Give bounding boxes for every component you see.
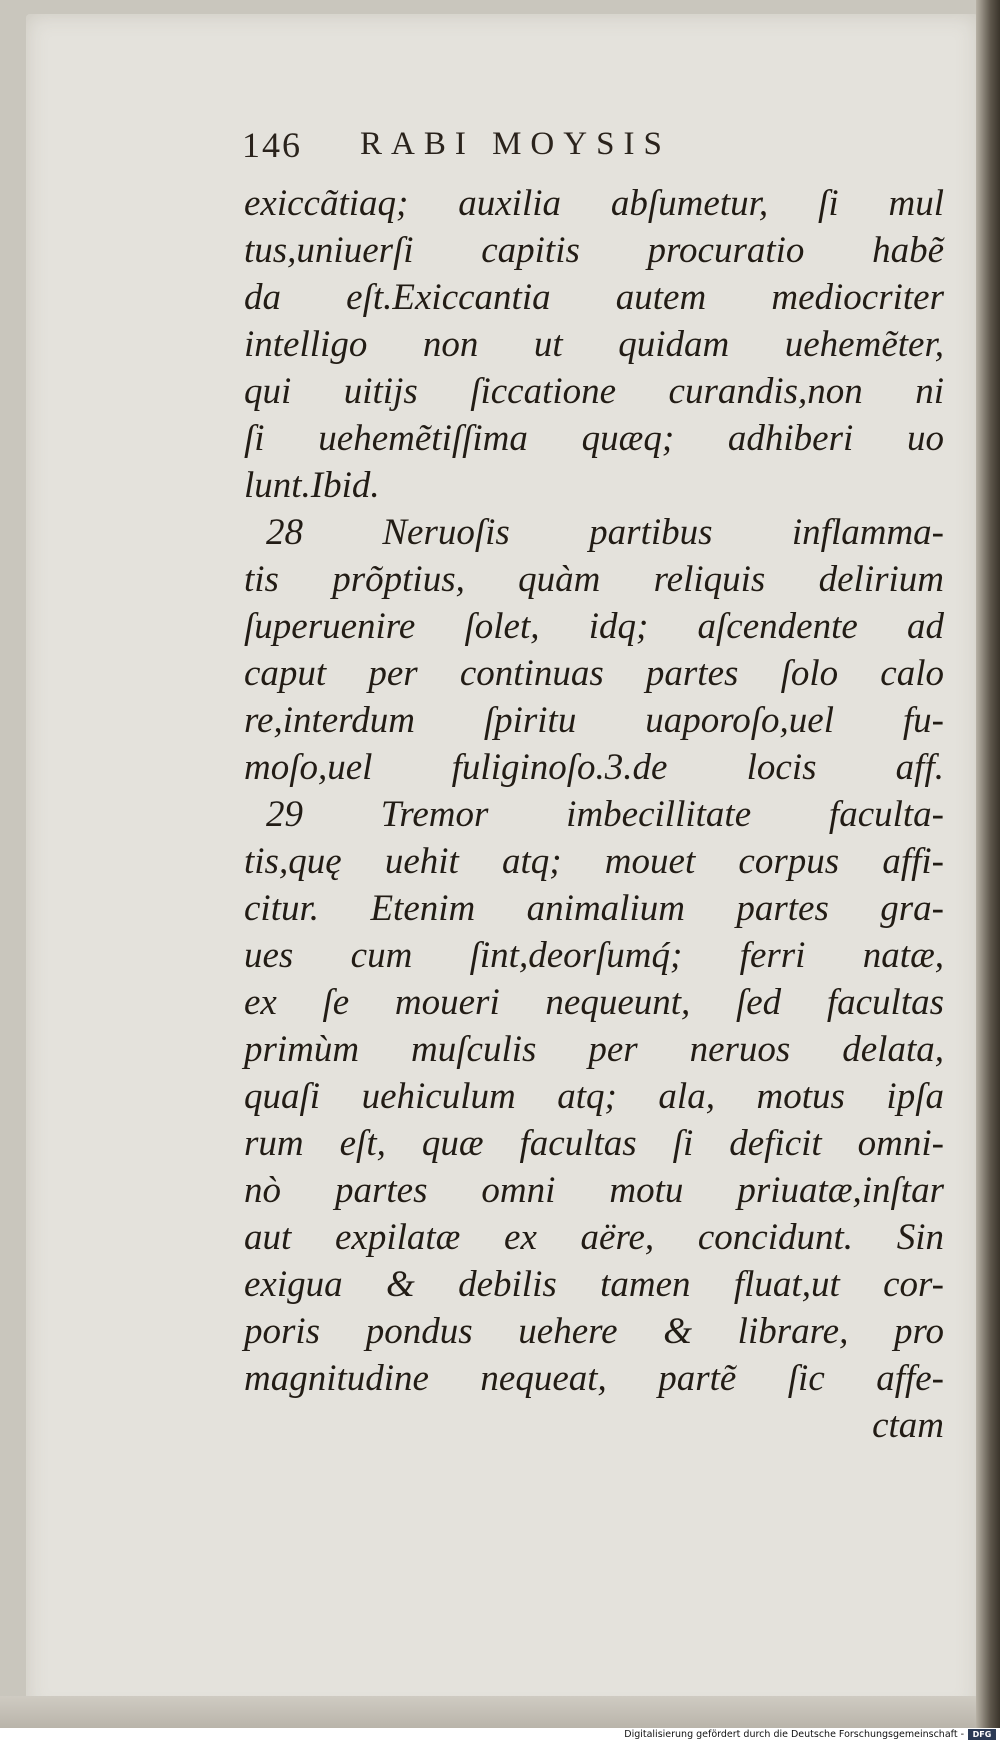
text-line: re,interdum ſpiritu uaporoſo,uel fu- (244, 700, 944, 741)
text-line: ſi uehemẽtiſſima quæq; adhiberi uo (244, 418, 944, 459)
dfg-logo-icon: DFG (968, 1729, 996, 1740)
page-lower-edge (0, 1696, 980, 1728)
text-line: exigua & debilis tamen fluat,ut cor- (244, 1264, 944, 1305)
catchword: ctam (872, 1405, 944, 1446)
funding-credit: Digitalisierung gefördert durch die Deutsche Forschungsgemeinschaft - (624, 1729, 964, 1740)
page-header (242, 124, 762, 168)
text-line: primùm muſculis per neruos delata, (244, 1029, 944, 1070)
aphorism-28-start: 28 Neruoſis partibus inflamma- (266, 512, 944, 553)
page-number: 146 (242, 125, 302, 165)
text-line: moſo,uel fuliginoſo.3.de locis aff. (244, 747, 944, 788)
text-line: lunt.Ibid. (244, 465, 380, 506)
text-line: quaſi uehiculum atq; ala, motus ipſa (244, 1076, 944, 1117)
text-line: citur. Etenim animalium partes gra- (244, 888, 944, 929)
text-line: tis prõptius, quàm reliquis delirium (244, 559, 944, 600)
text-line: rum eſt, quæ facultas ſi deficit omni- (244, 1123, 944, 1164)
text-line: caput per continuas partes ſolo calo (244, 653, 944, 694)
text-line: intelligo non ut quidam uehemẽter, (244, 324, 944, 365)
book-spine (976, 0, 1000, 1728)
text-line: magnitudine nequeat, partẽ ſic affe- (244, 1358, 944, 1399)
text-line: da eſt.Exiccantia autem mediocriter (244, 277, 944, 318)
text-line: exiccãtiaq; auxilia abſumetur, ſi mul (244, 183, 944, 224)
text-line: poris pondus uehere & librare, pro (244, 1311, 944, 1352)
text-line: ues cum ſint,deorſumq́; ferri natæ, (244, 935, 944, 976)
body-text (244, 180, 944, 1449)
text-line: ſuperuenire ſolet, idq; aſcendente ad (244, 606, 944, 647)
text-line: aut expilatæ ex aëre, concidunt. Sin (244, 1217, 944, 1258)
text-line: tis,quę uehit atq; mouet corpus affi- (244, 841, 944, 882)
aphorism-29-start: 29 Tremor imbecillitate faculta- (266, 794, 944, 835)
digitization-footer (0, 1728, 1000, 1741)
text-line: ex ſe moueri nequeunt, ſed facultas (244, 982, 944, 1023)
text-line: nò partes omni motu priuatæ,inſtar (244, 1170, 944, 1211)
text-line: tus,uniuerſi capitis procuratio habẽ (244, 230, 944, 271)
running-head: RABI MOYSIS (360, 126, 671, 162)
text-line: qui uitijs ſiccatione curandis,non ni (244, 371, 944, 412)
